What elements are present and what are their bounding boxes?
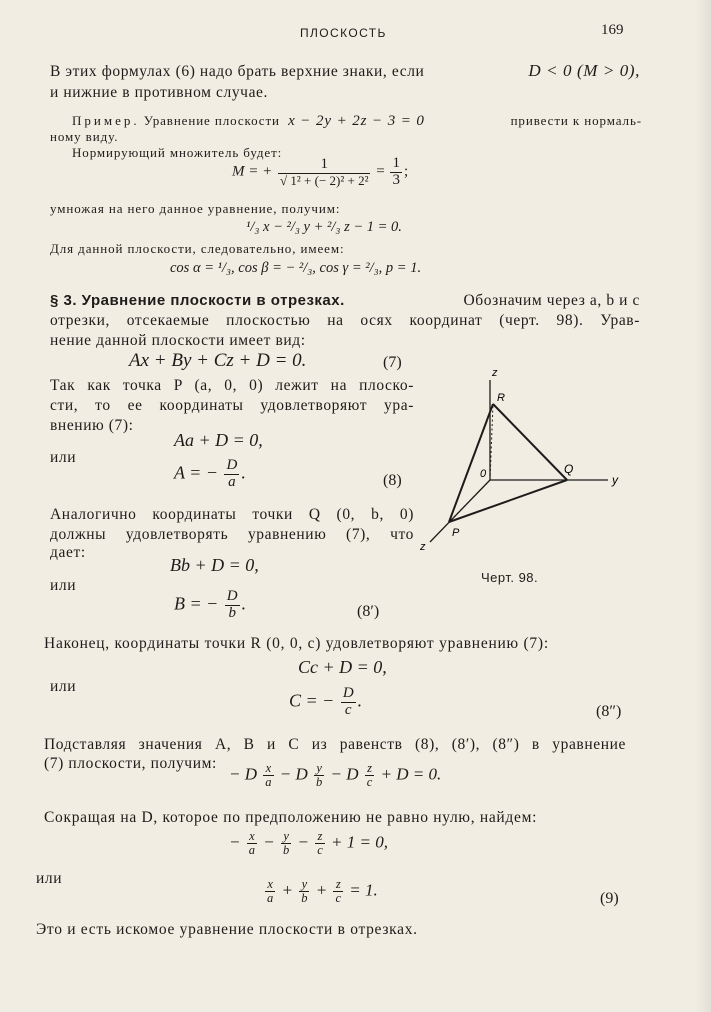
running-header: ПЛОСКОСТЬ xyxy=(300,26,387,40)
figure-98 xyxy=(410,362,635,562)
p5-line: Сокращая на D, которое по предположению не равно нулю, найдем: xyxy=(44,809,538,826)
example-line-1: Пример. Уравнение плоскости x − 2y + 2z − 3 = 0 привести к нормаль- xyxy=(72,113,642,129)
p1-line-1: Так как точка P (a, 0, 0) лежит на плоско- xyxy=(50,377,414,394)
intro-line-2: и нижние в противном случае. xyxy=(50,84,269,101)
p1-line-3: внению (7): xyxy=(50,417,134,434)
p2-line-2: должны удовлетворять уравнению (7), что xyxy=(50,526,414,543)
final-line: Это и есть искомое уравнение плоскости в отрезках. xyxy=(36,921,418,938)
equation-8-prime: B = − $\frac{D}{b}$ . xyxy=(174,588,247,621)
norm-text: Нормирующий множитель будет: xyxy=(72,145,283,160)
have-text: Для данной плоскости, следовательно, имеем: xyxy=(50,241,345,256)
section-line-1: § 3. Уравнение плоскости в отрезках. Обозначим через a, b и c xyxy=(50,292,640,309)
eq-a: Aa + D = 0, xyxy=(174,430,263,450)
p3-line: Наконец, координаты точки R (0, 0, c) удовлетворяют уравнению (7): xyxy=(44,635,549,652)
equation-9: $\frac{x}{a}$ + $\frac{y}{b}$ + $\frac{z}{c}$ = 1. xyxy=(267,877,378,906)
cosines-line: cos α = ¹/₃, cos β = − ²/₃, cos γ = ²/₃, p = 1. xyxy=(170,260,422,276)
eq-c: Cc + D = 0, xyxy=(298,657,387,677)
label-z-axis: z xyxy=(492,367,498,379)
eq-number-8-double-prime: (8″) xyxy=(596,703,622,720)
section-line-2: отрезки, отсекаемые плоскостью на осях координат (черт. 98). Урав- xyxy=(50,312,640,329)
label-q: Q xyxy=(564,462,574,476)
p1-line-2: сти, то ее координаты удовлетворяют ура- xyxy=(50,397,414,414)
substituted-equation: − D $\frac{x}{a}$ − D $\frac{y}{b}$ − D $\frac{z}{c}$ + D = 0. xyxy=(229,761,442,790)
section-line-3: нение данной плоскости имеет вид: xyxy=(50,332,306,349)
equation-7: Ax + By + Cz + D = 0. xyxy=(129,350,307,371)
intro-line-1: В этих формулах (6) надо брать верхние знаки, если D < 0 (M > 0), xyxy=(50,61,640,80)
ili-2: или xyxy=(50,577,77,594)
mult-text: умножая на него данное уравнение, получим: xyxy=(50,201,341,216)
p2-line-3: дает: xyxy=(50,544,86,561)
eq-number-8: (8) xyxy=(383,472,402,489)
p4-line-1: Подставляя значения A, B и C из равенств (8), (8′), (8″) в уравнение xyxy=(44,736,626,753)
label-x-axis: z xyxy=(420,541,426,553)
label-r: R xyxy=(497,392,505,404)
normalized-equation: ¹/₃ x − ²/₃ y + ²/₃ z − 1 = 0. xyxy=(246,219,402,235)
reduced-equation: − $\frac{x}{a}$ − $\frac{y}{b}$ − $\frac{z}{c}$ + 1 = 0, xyxy=(229,829,388,858)
edge-pq xyxy=(449,480,567,522)
example-line-2: ному виду. xyxy=(50,129,119,144)
edge-rp xyxy=(449,404,493,522)
eq-b: Bb + D = 0, xyxy=(170,555,259,575)
label-origin: 0 xyxy=(480,468,487,480)
equation-8-double-prime: C = − $\frac{D}{c}$ . xyxy=(289,685,363,718)
label-y-axis: y xyxy=(612,473,618,487)
ili-3: или xyxy=(50,678,77,695)
p4-line-2: (7) плоскости, получим: xyxy=(44,755,217,772)
ili-1: или xyxy=(50,449,77,466)
p2-line-1: Аналогично координаты точки Q (0, b, 0) xyxy=(50,506,414,523)
eq-number-7: (7) xyxy=(383,354,402,371)
edge-rq xyxy=(493,404,567,480)
equation-8: A = − $\frac{D}{a}$ . xyxy=(174,457,246,490)
figure-caption: Черт. 98. xyxy=(481,570,539,585)
m-formula: M = + $\frac{1}{\text{√ 1² + (− 2)² + 2²}}$ = $\frac{1}{3}$ ; xyxy=(232,155,409,188)
eq-number-9: (9) xyxy=(600,890,619,907)
eq-number-8-prime: (8′) xyxy=(357,603,380,620)
page-number: 169 xyxy=(601,22,624,38)
ili-4: или xyxy=(36,870,63,887)
label-p: P xyxy=(452,527,460,539)
